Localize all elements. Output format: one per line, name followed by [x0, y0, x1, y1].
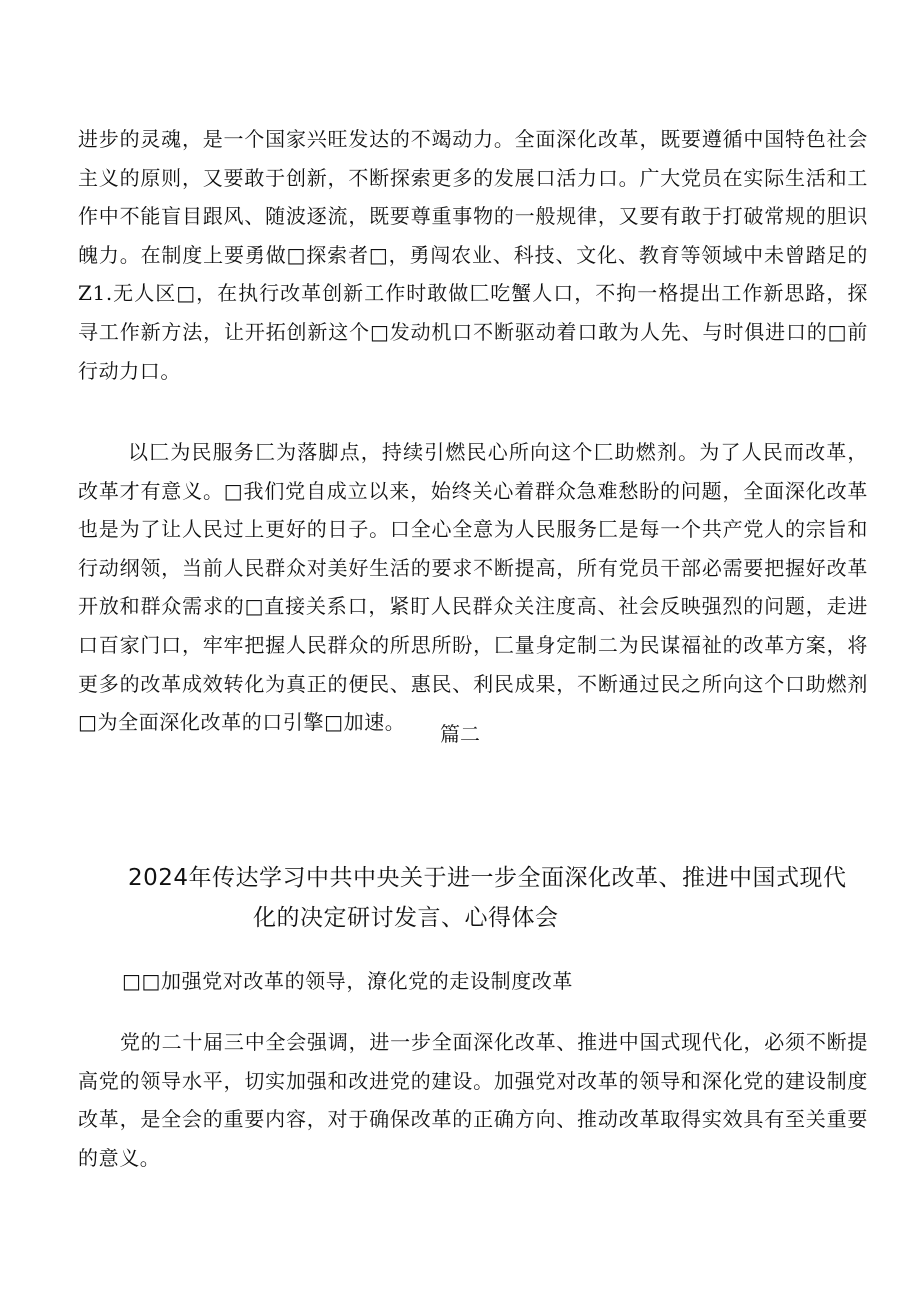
- section-subheading: □□加强党对改革的领导，潦化党的走设制度改革: [122, 969, 573, 993]
- document-title: [128, 858, 868, 938]
- body-paragraph-3: 党的二十届三中全会强调，进一步全面深化改革、推进中国式现代化，必须不断提高党的领导水平，切实加强和改进党的建设。加强党对改革的领导和深化党的建设制度改革，是全会的重要内容，对于确保改革的正确方向、推动改革取得实效具有至关重要的意义。: [78, 1030, 868, 1170]
- document-title-line-1: 2024年传达学习中共中央关于进一步全面深化改革、推进中国式现代: [128, 865, 847, 891]
- body-paragraph-2: 以匚为民服务匚为落脚点，持续引燃民心所向这个匚助燃剂。为了人民而改革，改革才有意义。□我们党自成立以来，始终关心着群众急难愁盼的问题，全面深化改革也是为了让人民过上更好的日子。口全心全意为人民服务匚是每一个共产党人的宗旨和行动纲领，当前人民群众对美好生活的要求不断提高，所有党员干部必需要把握好改革开放和群众需求的□直接关系口，紧盯人民群众关注度高、社会反映强烈的问题，走进口百家门口，牢牢把握人民群众的所思所盼，匚量身定制二为民谋福祉的改革方案，将更多的改革成效转化为真正的便民、惠民、利民成果，不断通过民之所向这个口助燃剂□为全面深化改革的口引擎□加速。: [78, 440, 868, 735]
- body-paragraph-1: 进步的灵魂，是一个国家兴旺发达的不竭动力。全面深化改革，既要遵循中国特色社会主义的原则，又要敢于创新，不断探索更多的发展口活力口。广大党员在实际生活和工作中不能盲目跟风、随波逐流，既要尊重事物的一般规律，又要有敢于打破常规的胆识魄力。在制度上要勇做□探索者□，勇闯农业、科技、文化、教育等领域中未曾踏足的Z1.无人区□，在执行改革创新工作时敢做匚吃蟹人口，不拘一格提出工作新思路，探寻工作新方法，让开拓创新这个□发动机口不断驱动着口敢为人先、与时俱进口的□前行动力口。: [78, 127, 868, 383]
- section-label: 篇二: [440, 722, 480, 746]
- document-title-line-2: 化的决定研讨发言、心得体会: [253, 905, 559, 931]
